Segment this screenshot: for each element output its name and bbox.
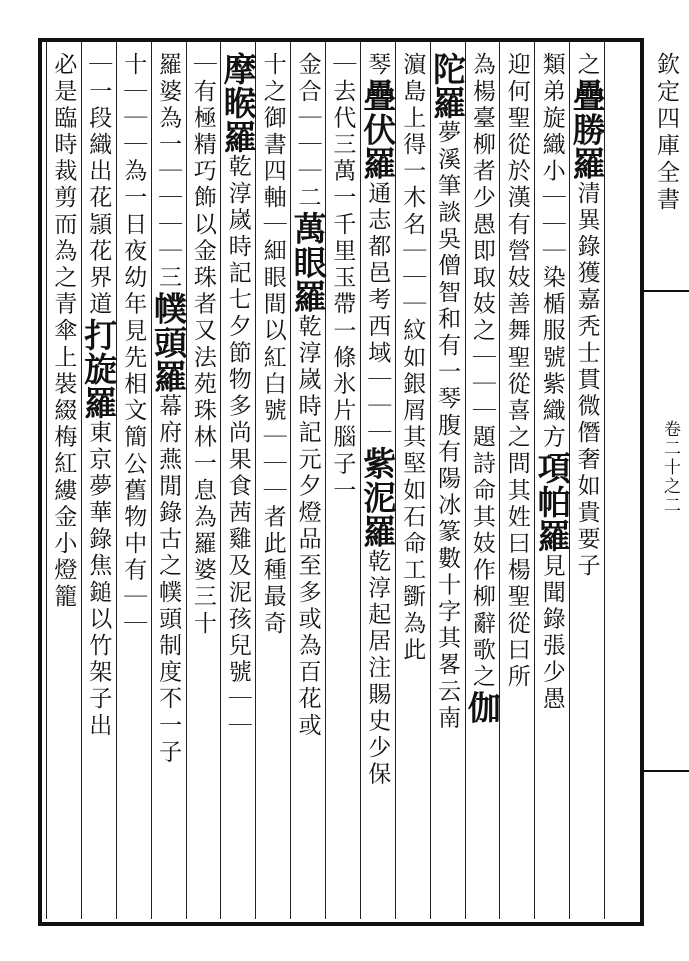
entry-text: 清異錄獲嘉秃士貫微僭奢如貴要子 (573, 180, 600, 580)
entry-text: 羅婆為一｜｜｜｜三 (155, 52, 182, 292)
entry-heading: 萬眼羅 (288, 211, 328, 314)
entry-heading: 疊勝羅 (567, 78, 607, 181)
entry-text: 東京夢華錄焦鎚以竹架子出 (85, 420, 112, 740)
entry-text: 十之御書四軸｜ (259, 52, 286, 239)
entry-text: 必是臨時裁剪而為之 (50, 52, 77, 292)
text-column (218, 52, 258, 740)
text-column (395, 52, 429, 664)
text-column (116, 52, 150, 637)
column-rule (604, 42, 605, 919)
entry-heading: 疊伏羅 (358, 78, 398, 181)
entry-text: 夢溪筆談吳僧智和有一琴腹有陽冰篆數十字其畧云南 (434, 120, 461, 732)
entry-text: 弟旋織小｜｜｜染楯服號紫織方 (538, 78, 565, 452)
entry-text: 迎何聖從於漢有營妓善舞聖從喜之問其姓曰楊聖從曰所 (503, 52, 530, 691)
text-column (500, 52, 534, 690)
entry-text: 玉帶一條氷片腦子一 (329, 264, 356, 505)
entry-text: 乾淳起居注賜史少保 (364, 548, 391, 789)
entry-text: 幼年見先相文簡公舊物中有｜｜ (120, 264, 147, 638)
entry-text: 青傘上裝綴梅紅縷金小燈籠 (50, 291, 77, 611)
entry-text: 見聞錄張少愚 (538, 553, 565, 713)
margin-book-title: 欽定四庫全書 (653, 52, 679, 214)
entry-heading: 伽 (462, 690, 502, 725)
text-column (46, 52, 80, 611)
margin-divider-bottom (644, 770, 689, 772)
text-column (462, 52, 502, 725)
entry-text: 乾淳嵗時記元夕燈品至多或為百花或 (294, 313, 321, 740)
text-column (325, 52, 359, 504)
entry-text: 金合｜｜｜二 (294, 52, 321, 212)
entry-text: 為楊臺柳者少愚即取妓之｜｜｜題詩命其妓作柳辭歌之 (468, 52, 495, 691)
entry-heading: 紫泥羅 (358, 446, 398, 549)
text-column (256, 52, 290, 637)
text-column (358, 52, 398, 789)
entry-text: 細眼間以紅白號｜｜｜者此種最奇 (259, 238, 286, 638)
text-column (567, 52, 607, 580)
entry-text: 十｜｜｜為一日夜 (120, 52, 147, 265)
entry-text: ｜一段織出花頴花界道 (85, 52, 112, 318)
entry-text: 類 (538, 52, 565, 79)
entry-text: 通志都邑考西域｜｜｜ (364, 180, 391, 447)
entry-heading: 幞頭羅 (149, 291, 189, 394)
entry-text: 乾淳嵗時記七夕節物多尚果食茜雞及泥孩兒號｜｜ (224, 154, 251, 740)
entry-heading: 打旋羅 (79, 318, 119, 420)
text-column (428, 52, 468, 732)
margin-volume-label: 卷二十之二 (660, 420, 680, 515)
entry-text: 之 (573, 52, 600, 79)
entry-heading: 陀羅 (428, 52, 468, 120)
text-column (532, 52, 572, 713)
text-column (288, 52, 328, 740)
text-column (149, 52, 189, 766)
entry-heading: 摩睺羅 (218, 52, 258, 154)
entry-text: 濵島上得一木名｜｜｜紋如銀屑其堅如石命工斵為此 (399, 52, 426, 664)
entry-text: ｜有極精巧飾以金珠者又法苑珠林一息為羅婆三十 (189, 52, 216, 638)
entry-text: 幕府燕閒錄古之幞頭制度不一子 (155, 393, 182, 766)
margin-divider-top (644, 290, 689, 292)
text-column (79, 52, 119, 740)
entry-heading: 項帕羅 (532, 451, 572, 554)
text-column (186, 52, 220, 637)
entry-text: ｜去代三萬一千里 (329, 52, 356, 265)
entry-text: 琴 (364, 52, 391, 79)
